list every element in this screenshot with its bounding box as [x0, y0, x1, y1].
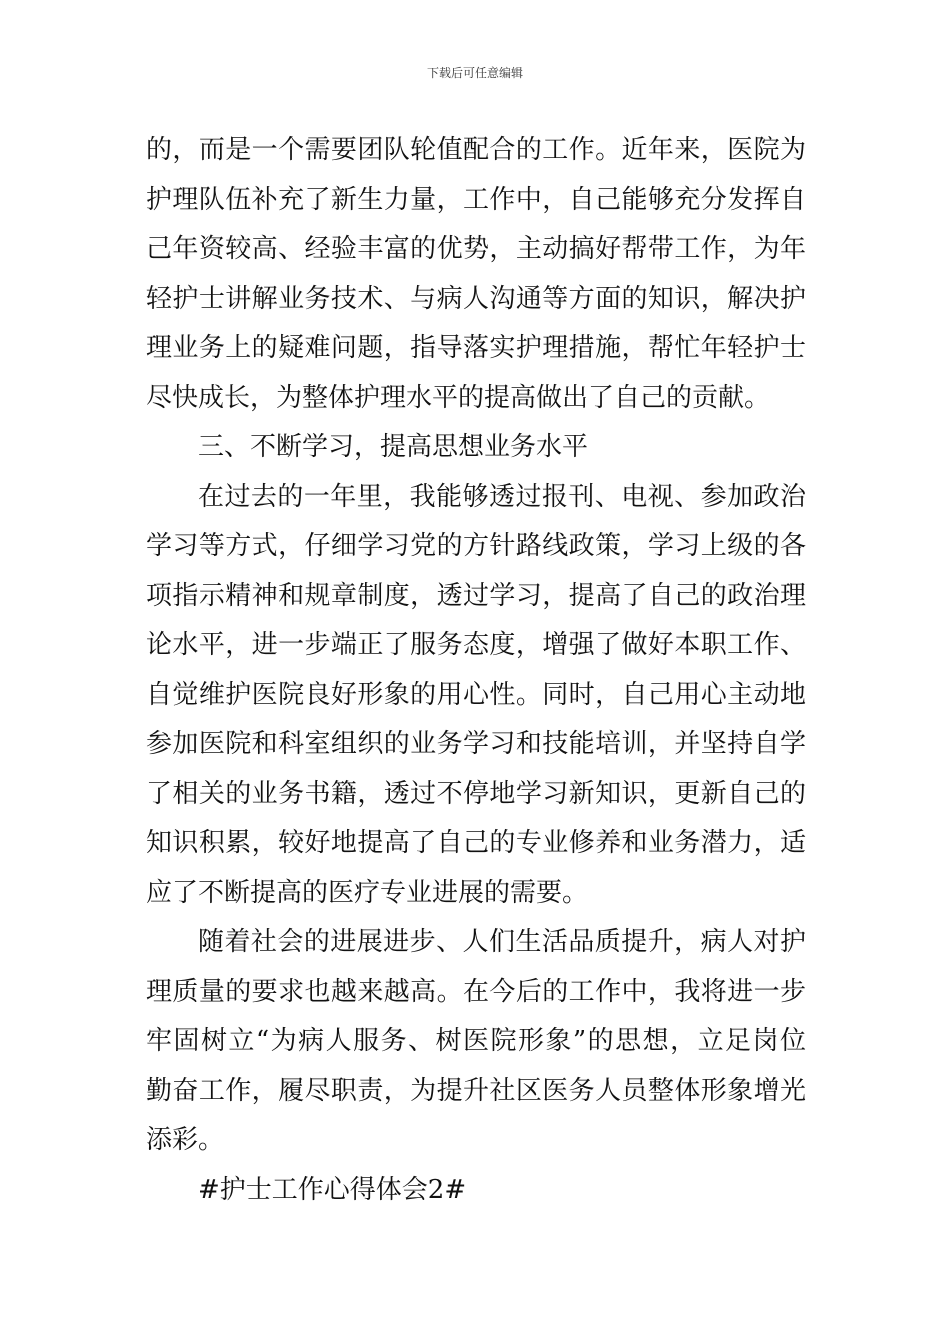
text-line: 护理队伍补充了新生力量，工作中，自己能够充分发挥自: [146, 184, 806, 215]
document-body: [146, 126, 806, 1215]
text-line: 勤奋工作，履尽职责，为提升社区医务人员整体形象增光: [146, 1075, 806, 1106]
text-line: 论水平，进一步端正了服务态度，增强了做好本职工作、: [146, 630, 806, 660]
text-line: 学习等方式，仔细学习党的方针路线政策，学习上级的各: [146, 531, 806, 561]
text-line: 理质量的要求也越来越高。在今后的工作中，我将进一步: [146, 976, 806, 1007]
text-line: 的，而是一个需要团队轮值配合的工作。近年来，医院为: [146, 135, 806, 165]
text-line: 在过去的一年里，我能够透过报刊、电视、参加政治: [198, 481, 806, 512]
text-line: 牢固树立“为病人服务、树医院形象”的思想，立足岗位: [146, 1026, 806, 1056]
section-heading: #护士工作心得体会2#: [198, 1174, 467, 1205]
text-line: 添彩。: [146, 1125, 225, 1155]
section-heading: 三、不断学习，提高思想业务水平: [198, 432, 589, 462]
text-line: 理业务上的疑难问题，指导落实护理措施，帮忙年轻护士: [146, 333, 806, 363]
text-line: 轻护士讲解业务技术、与病人沟通等方面的知识，解决护: [146, 283, 806, 314]
text-line: 项指示精神和规章制度，透过学习，提高了自己的政治理: [146, 580, 806, 611]
text-line: 应了不断提高的医疗专业进展的需要。: [146, 877, 589, 908]
text-line: 尽快成长，为整体护理水平的提高做出了自己的贡献。: [146, 382, 771, 413]
page-header: 下载后可任意编辑: [426, 66, 523, 80]
text-line: 随着社会的进展进步、人们生活品质提升，病人对护: [198, 927, 806, 957]
text-line: 知识积累，较好地提高了自己的专业修养和业务潜力，适: [146, 828, 806, 858]
text-line: 己年资较高、经验丰富的优势，主动搞好帮带工作，为年: [146, 234, 806, 264]
text-line: 自觉维护医院良好形象的用心性。同时，自己用心主动地: [146, 679, 806, 710]
text-line: 参加医院和科室组织的业务学习和技能培训，并坚持自学: [146, 729, 806, 759]
text-line: 了相关的业务书籍，透过不停地学习新知识，更新自己的: [146, 778, 806, 809]
